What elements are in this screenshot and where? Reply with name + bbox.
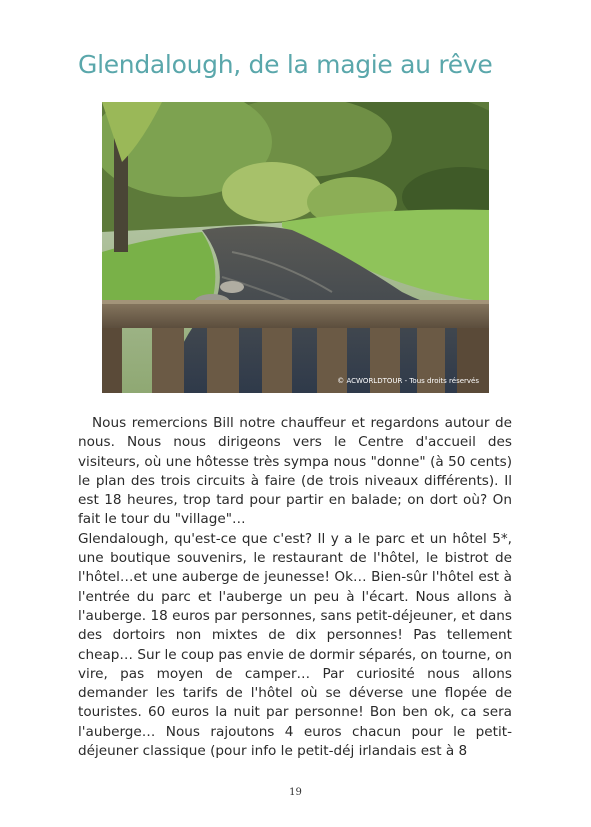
page-number: 19 [289,787,302,798]
paragraph: Glendalough, qu'est-ce que c'est? Il y a le parc et un hôtel 5*, une boutique souvenirs, le restaurant de l'hôtel, le bistrot de l'hôtel…et une auberge de jeunesse! Ok… Bien-sûr l'hôtel est à l'entrée du parc et l'auberge un peu à l'écart. Nous allons à l'auberge. 18 euros par personnes, sans petit-déjeuner, et dans des dortoirs non mixtes de dix personnes! Pas tellement cheap… Sur le coup pas envie de dormir séparés, on tourne, on vire, pas moyen de camper… Par curiosité nous allons demander les tarifs de l'hôtel où se déverse une flopée de touristes. 60 euros la nuit par personne! Bon ben ok, ca sera l'auberge… Nous rajoutons 4 euros chacun pour le petit-déjeuner classique (pour info le petit-déj irlandais est à 8 [78,530,512,760]
photo-watermark: © ACWORLDTOUR - Tous droits réservés [337,377,479,385]
paragraph: Nous remercions Bill notre chauffeur et regardons autour de nous. Nous nous dirigeons vers le Centre d'accueil des visiteurs, où une hôtesse très sympa nous "donne" (à 50 cents) le plan des trois circuits à faire (de trois niveaux différents). Il est 18 heures, trop tard pour partir en balade; on dort où? On fait le tour du "village"… [78,415,512,528]
page-title: Glendalough, de la magie au rêve [78,50,493,79]
photo-illustration [102,102,489,393]
article-body [78,414,512,761]
river-photo [102,102,489,393]
